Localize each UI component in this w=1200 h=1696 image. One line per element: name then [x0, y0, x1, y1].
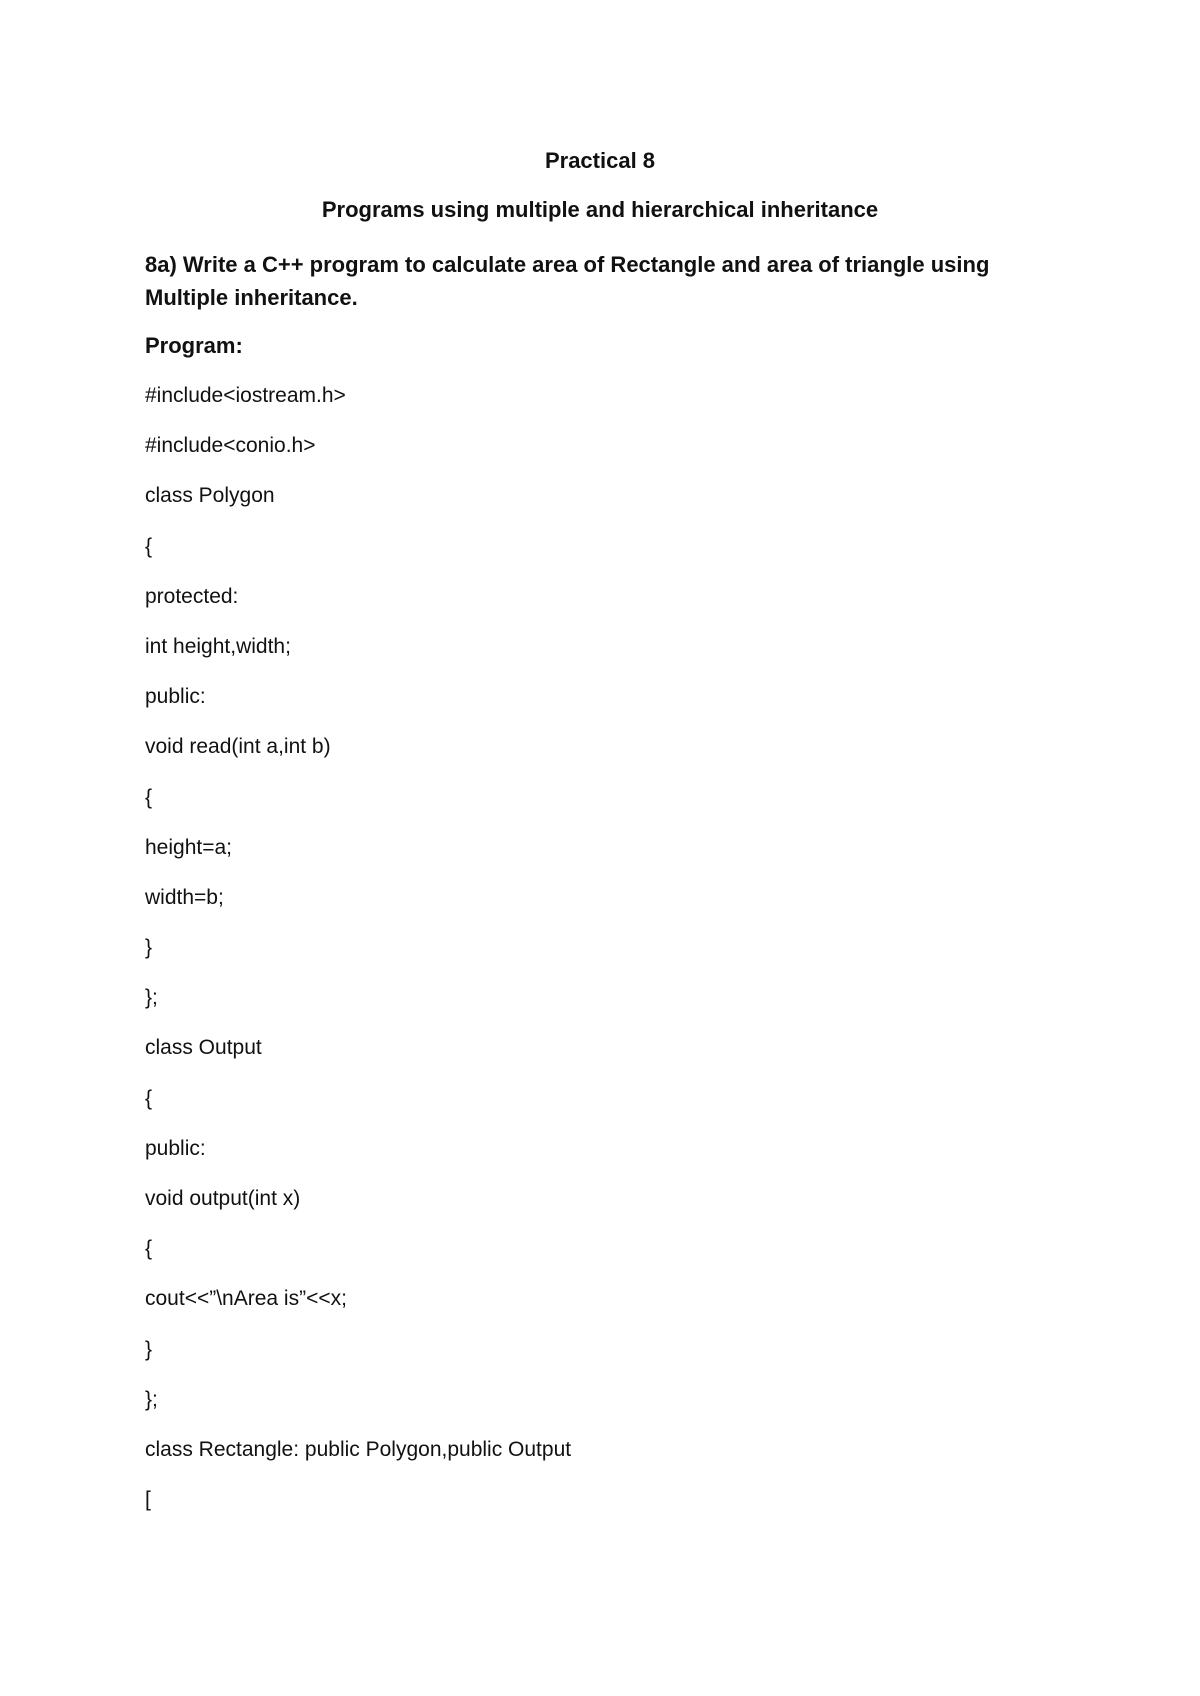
code-line: class Polygon [145, 484, 275, 508]
code-line: public: [145, 1136, 206, 1160]
code-line: void read(int a,int b) [145, 735, 331, 759]
program-heading: Program: [145, 333, 243, 358]
code-line: } [145, 936, 153, 960]
code-line: #include<iostream.h> [145, 384, 346, 407]
code-line: public: [145, 685, 206, 709]
code-line: class Output [145, 1036, 262, 1060]
code-line: class Rectangle: public Polygon,public Output [145, 1437, 572, 1461]
code-line: protected: [145, 584, 239, 608]
code-line: void output(int x) [145, 1187, 301, 1210]
code-line: { [145, 534, 153, 558]
code-line: }; [145, 986, 158, 1010]
code-line: } [145, 1337, 153, 1361]
code-listing [145, 383, 571, 1537]
code-line: { [145, 785, 153, 809]
page-title: Practical 8 [544, 148, 656, 173]
code-line: [ [145, 1488, 151, 1512]
code-line: { [145, 1237, 153, 1261]
question-text: 8a) Write a C++ program to calculate area of Rectangle and area of triangle using Multiple inheritance. [145, 252, 990, 310]
code-line: height=a; [145, 835, 232, 859]
page-subtitle: Programs using multiple and hierarchical inheritance [321, 197, 879, 222]
code-line: int height,width; [145, 634, 291, 658]
code-line: cout<<”\nArea is”<<x; [145, 1287, 347, 1311]
code-line: #include<conio.h> [145, 434, 316, 458]
code-line: width=b; [145, 885, 224, 909]
code-line: { [145, 1086, 153, 1110]
code-line: }; [145, 1387, 158, 1411]
